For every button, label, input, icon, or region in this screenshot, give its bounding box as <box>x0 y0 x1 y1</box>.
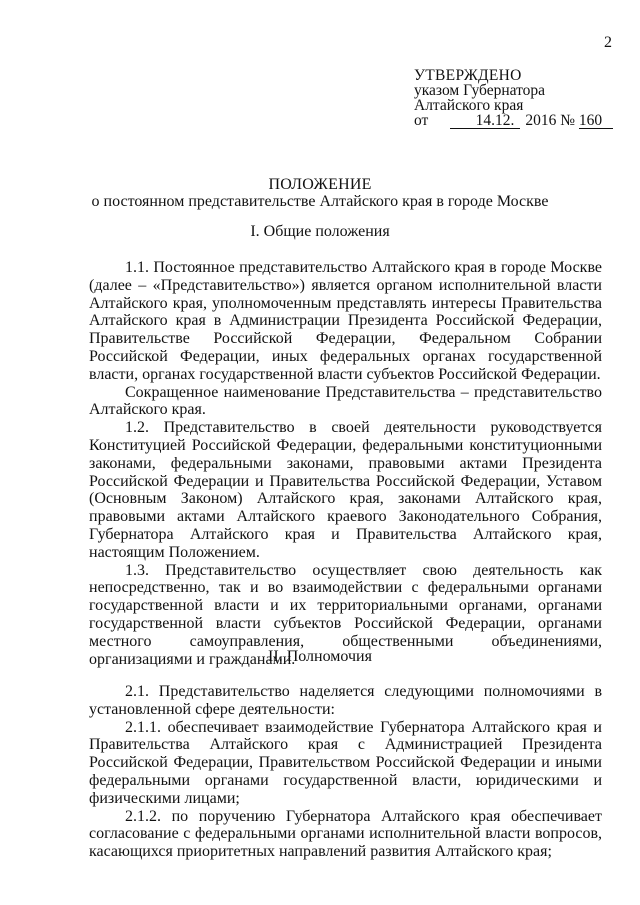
section-powers-body <box>89 683 602 861</box>
approval-number: 160 <box>579 114 613 129</box>
paragraph-1-1-short-name: Сокращенное наименование Представительства – представительство Алтайского края. <box>89 383 602 419</box>
paragraph-2-1-2: 2.1.2. по поручению Губернатора Алтайского края обеспечивает согласование с федеральными органами исполнительной власти вопросов, касающихся приоритетных направлений развития Алтайского края; <box>89 807 602 861</box>
approval-stamp <box>414 68 613 129</box>
page-number: 2 <box>604 34 612 51</box>
approval-number-label: № <box>560 112 575 129</box>
paragraph-2-1: 2.1. Представительство наделяется следующими полномочиями в установленной сфере деятельности: <box>89 683 602 718</box>
paragraph-1-3: 1.3. Представительство осуществляет свою деятельность как непосредственно, так и во взаимодействии с федеральными органами государственной власти и их территориальными органами, органами государственной власти субъектов Российской Федерации, органами местного самоуправления, общественными объединениями, организациями и гражданами. <box>89 561 602 668</box>
approval-date-line <box>414 113 613 129</box>
document-subtitle: о постоянном представительстве Алтайского края в городе Москве <box>91 193 549 210</box>
section-general-body <box>89 259 602 668</box>
approval-date: 14.12. <box>450 114 520 129</box>
section-heading-powers: II. Полномочия <box>268 648 372 665</box>
approval-title: УТВЕРЖДЕНО <box>414 67 522 84</box>
paragraph-2-1-1: 2.1.1. обеспечивает взаимодействие Губернатора Алтайского края и Правительства Алтайского края с Администрацией Президента Российской Федерации, Правительством Российской Федерации и иными федеральными органами государственной власти, юридическими и физическими лицами; <box>89 718 602 807</box>
approval-line-decree: указом Губернатора <box>414 82 546 99</box>
document-title-block <box>0 176 640 210</box>
approval-year: 2016 <box>525 112 557 129</box>
approval-from-label: от <box>414 112 429 129</box>
approval-line-region: Алтайского края <box>414 97 524 114</box>
section-heading-general: I. Общие положения <box>250 223 390 240</box>
paragraph-1-2: 1.2. Представительство в своей деятельности руководствуется Конституцией Российской Федерации, федеральными конституционными законами, федеральными законами, правовыми актами Президента Российской Федерации и Правительства Российской Федерации, Уставом (Основным Законом) Алтайского края, законами Алтайского края, правовыми актами Алтайского краевого Законодательного Собрания, Губернатора Алтайского края и Правительства Алтайского края, настоящим Положением. <box>89 419 602 561</box>
document-title: ПОЛОЖЕНИЕ <box>268 176 372 193</box>
paragraph-1-1: 1.1. Постоянное представительство Алтайского края в городе Москве (далее – «Представительство») является органом исполнительной власти Алтайского края, уполномоченным представлять интересы Правительства Алтайского края в Администрации Президента Российской Федерации, Правительстве Российской Федерации, Федеральном Собрании Российской Федерации, иных федеральных органах государственной власти, органах государственной власти субъектов Российской Федерации. <box>89 259 602 383</box>
